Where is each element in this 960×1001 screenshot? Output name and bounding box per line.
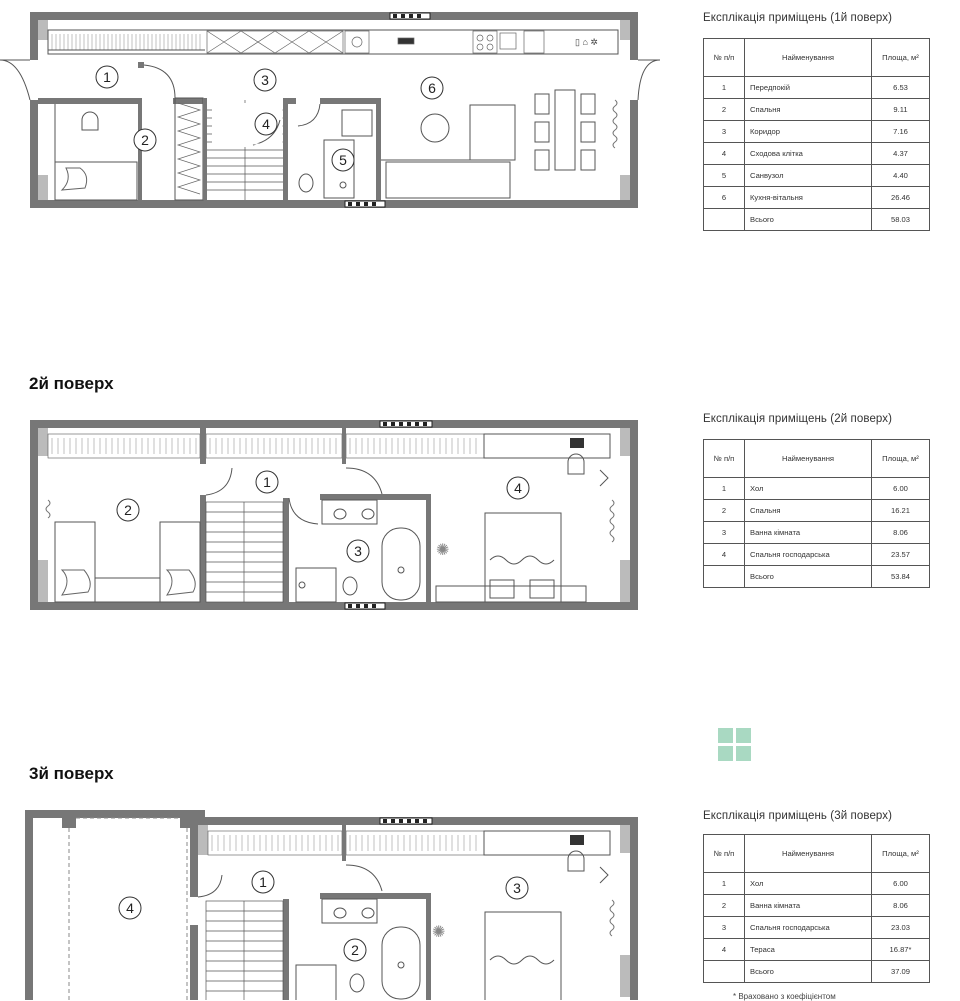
row-area: 8.06 xyxy=(872,522,930,544)
floor2-table-title: Експлікація приміщень (2й поверх) xyxy=(703,413,893,425)
floor1-room-label-2: 2 xyxy=(141,132,149,148)
table-header-row xyxy=(704,39,930,77)
row-number: 3 xyxy=(704,522,745,544)
floor1-explication-table xyxy=(703,38,930,231)
floor3-table-title: Експлікація приміщень (3й поверх) xyxy=(703,810,893,822)
floor3-room-label-1: 1 xyxy=(259,874,267,890)
header-area: Площа, м² xyxy=(872,835,930,873)
row-number: 2 xyxy=(704,895,745,917)
header-area: Площа, м² xyxy=(872,39,930,77)
row-area: 8.06 xyxy=(872,895,930,917)
table-row xyxy=(704,522,930,544)
row-number: 2 xyxy=(704,99,745,121)
row-name: Коридор xyxy=(745,121,872,143)
row-name: Хол xyxy=(745,873,872,895)
row-area: 23.03 xyxy=(872,917,930,939)
header-area: Площа, м² xyxy=(872,440,930,478)
row-area: 7.16 xyxy=(872,121,930,143)
table-row xyxy=(704,500,930,522)
row-name: Тераса xyxy=(745,939,872,961)
row-name: Спальня господарська xyxy=(745,544,872,566)
row-number: 3 xyxy=(704,917,745,939)
row-number: 4 xyxy=(704,544,745,566)
table-row xyxy=(704,165,930,187)
floor1-plan xyxy=(0,0,690,250)
floor3-explication-table xyxy=(703,834,930,983)
total-label: Всього xyxy=(745,961,872,983)
row-name: Ванна кімната xyxy=(745,522,872,544)
table-row xyxy=(704,121,930,143)
floor1-room-label-1: 1 xyxy=(103,69,111,85)
footnote: * Враховано з коефіцієнтом xyxy=(733,992,836,1001)
total-label: Всього xyxy=(745,209,872,231)
svg-text:✺: ✺ xyxy=(436,542,450,559)
row-name: Спальня господарська xyxy=(745,917,872,939)
floor1-room-label-4: 4 xyxy=(262,116,270,132)
row-name: Санвузол xyxy=(745,165,872,187)
table-row xyxy=(704,187,930,209)
row-number: 4 xyxy=(704,143,745,165)
table-row xyxy=(704,873,930,895)
row-name: Хол xyxy=(745,478,872,500)
row-name: Спальня xyxy=(745,500,872,522)
row-name: Спальня xyxy=(745,99,872,121)
total-area: 37.09 xyxy=(872,961,930,983)
table-row xyxy=(704,544,930,566)
brand-logo-icon xyxy=(718,728,752,762)
floor3-room-label-2: 2 xyxy=(351,942,359,958)
row-number: 4 xyxy=(704,939,745,961)
header-number: № п/п xyxy=(704,835,745,873)
total-area: 58.03 xyxy=(872,209,930,231)
header-name: Найменування xyxy=(745,39,872,77)
floor2-plan xyxy=(0,410,690,660)
table-total-row xyxy=(704,961,930,983)
row-number: 2 xyxy=(704,500,745,522)
header-number: № п/п xyxy=(704,440,745,478)
floor2-room-label-4: 4 xyxy=(514,480,522,496)
floor1-room-label-6: 6 xyxy=(428,80,436,96)
row-number: 1 xyxy=(704,873,745,895)
row-number: 6 xyxy=(704,187,745,209)
row-area: 26.46 xyxy=(872,187,930,209)
row-number: 5 xyxy=(704,165,745,187)
total-area: 53.84 xyxy=(872,566,930,588)
table-row xyxy=(704,917,930,939)
row-number: 3 xyxy=(704,121,745,143)
table-row xyxy=(704,99,930,121)
floor1-table-title: Експлікація приміщень (1й поверх) xyxy=(703,12,893,24)
header-name: Найменування xyxy=(745,440,872,478)
floor3-room-label-4: 4 xyxy=(126,900,134,916)
table-row xyxy=(704,895,930,917)
row-area: 4.40 xyxy=(872,165,930,187)
svg-text:▯ ⌂ ✲: ▯ ⌂ ✲ xyxy=(575,37,598,47)
floor2-room-label-2: 2 xyxy=(124,502,132,518)
row-number: 1 xyxy=(704,77,745,99)
floor3-title: 3й поверх xyxy=(29,764,114,783)
floor2-room-label-1: 1 xyxy=(263,474,271,490)
row-area: 4.37 xyxy=(872,143,930,165)
table-header-row xyxy=(704,835,930,873)
table-total-row xyxy=(704,209,930,231)
row-number: 1 xyxy=(704,478,745,500)
total-label: Всього xyxy=(745,566,872,588)
table-row xyxy=(704,939,930,961)
table-row xyxy=(704,478,930,500)
floor1-room-label-5: 5 xyxy=(339,152,347,168)
row-area: 16.21 xyxy=(872,500,930,522)
row-area: 6.00 xyxy=(872,478,930,500)
row-area: 23.57 xyxy=(872,544,930,566)
floor1-room-label-3: 3 xyxy=(261,72,269,88)
row-area: 9.11 xyxy=(872,99,930,121)
table-row xyxy=(704,77,930,99)
table-header-row xyxy=(704,440,930,478)
svg-text:✺: ✺ xyxy=(432,924,446,941)
floor2-explication-table xyxy=(703,439,930,588)
row-area: 6.00 xyxy=(872,873,930,895)
header-number: № п/п xyxy=(704,39,745,77)
floor2-room-label-3: 3 xyxy=(354,543,362,559)
floor2-title: 2й поверх xyxy=(29,374,114,393)
table-row xyxy=(704,143,930,165)
table-total-row xyxy=(704,566,930,588)
row-name: Сходова клітка xyxy=(745,143,872,165)
row-area: 6.53 xyxy=(872,77,930,99)
floor3-room-label-3: 3 xyxy=(513,880,521,896)
row-name: Передпокій xyxy=(745,77,872,99)
row-area: 16.87* xyxy=(872,939,930,961)
floor3-plan xyxy=(0,805,690,1000)
row-name: Ванна кімната xyxy=(745,895,872,917)
row-name: Кухня-вітальня xyxy=(745,187,872,209)
header-name: Найменування xyxy=(745,835,872,873)
